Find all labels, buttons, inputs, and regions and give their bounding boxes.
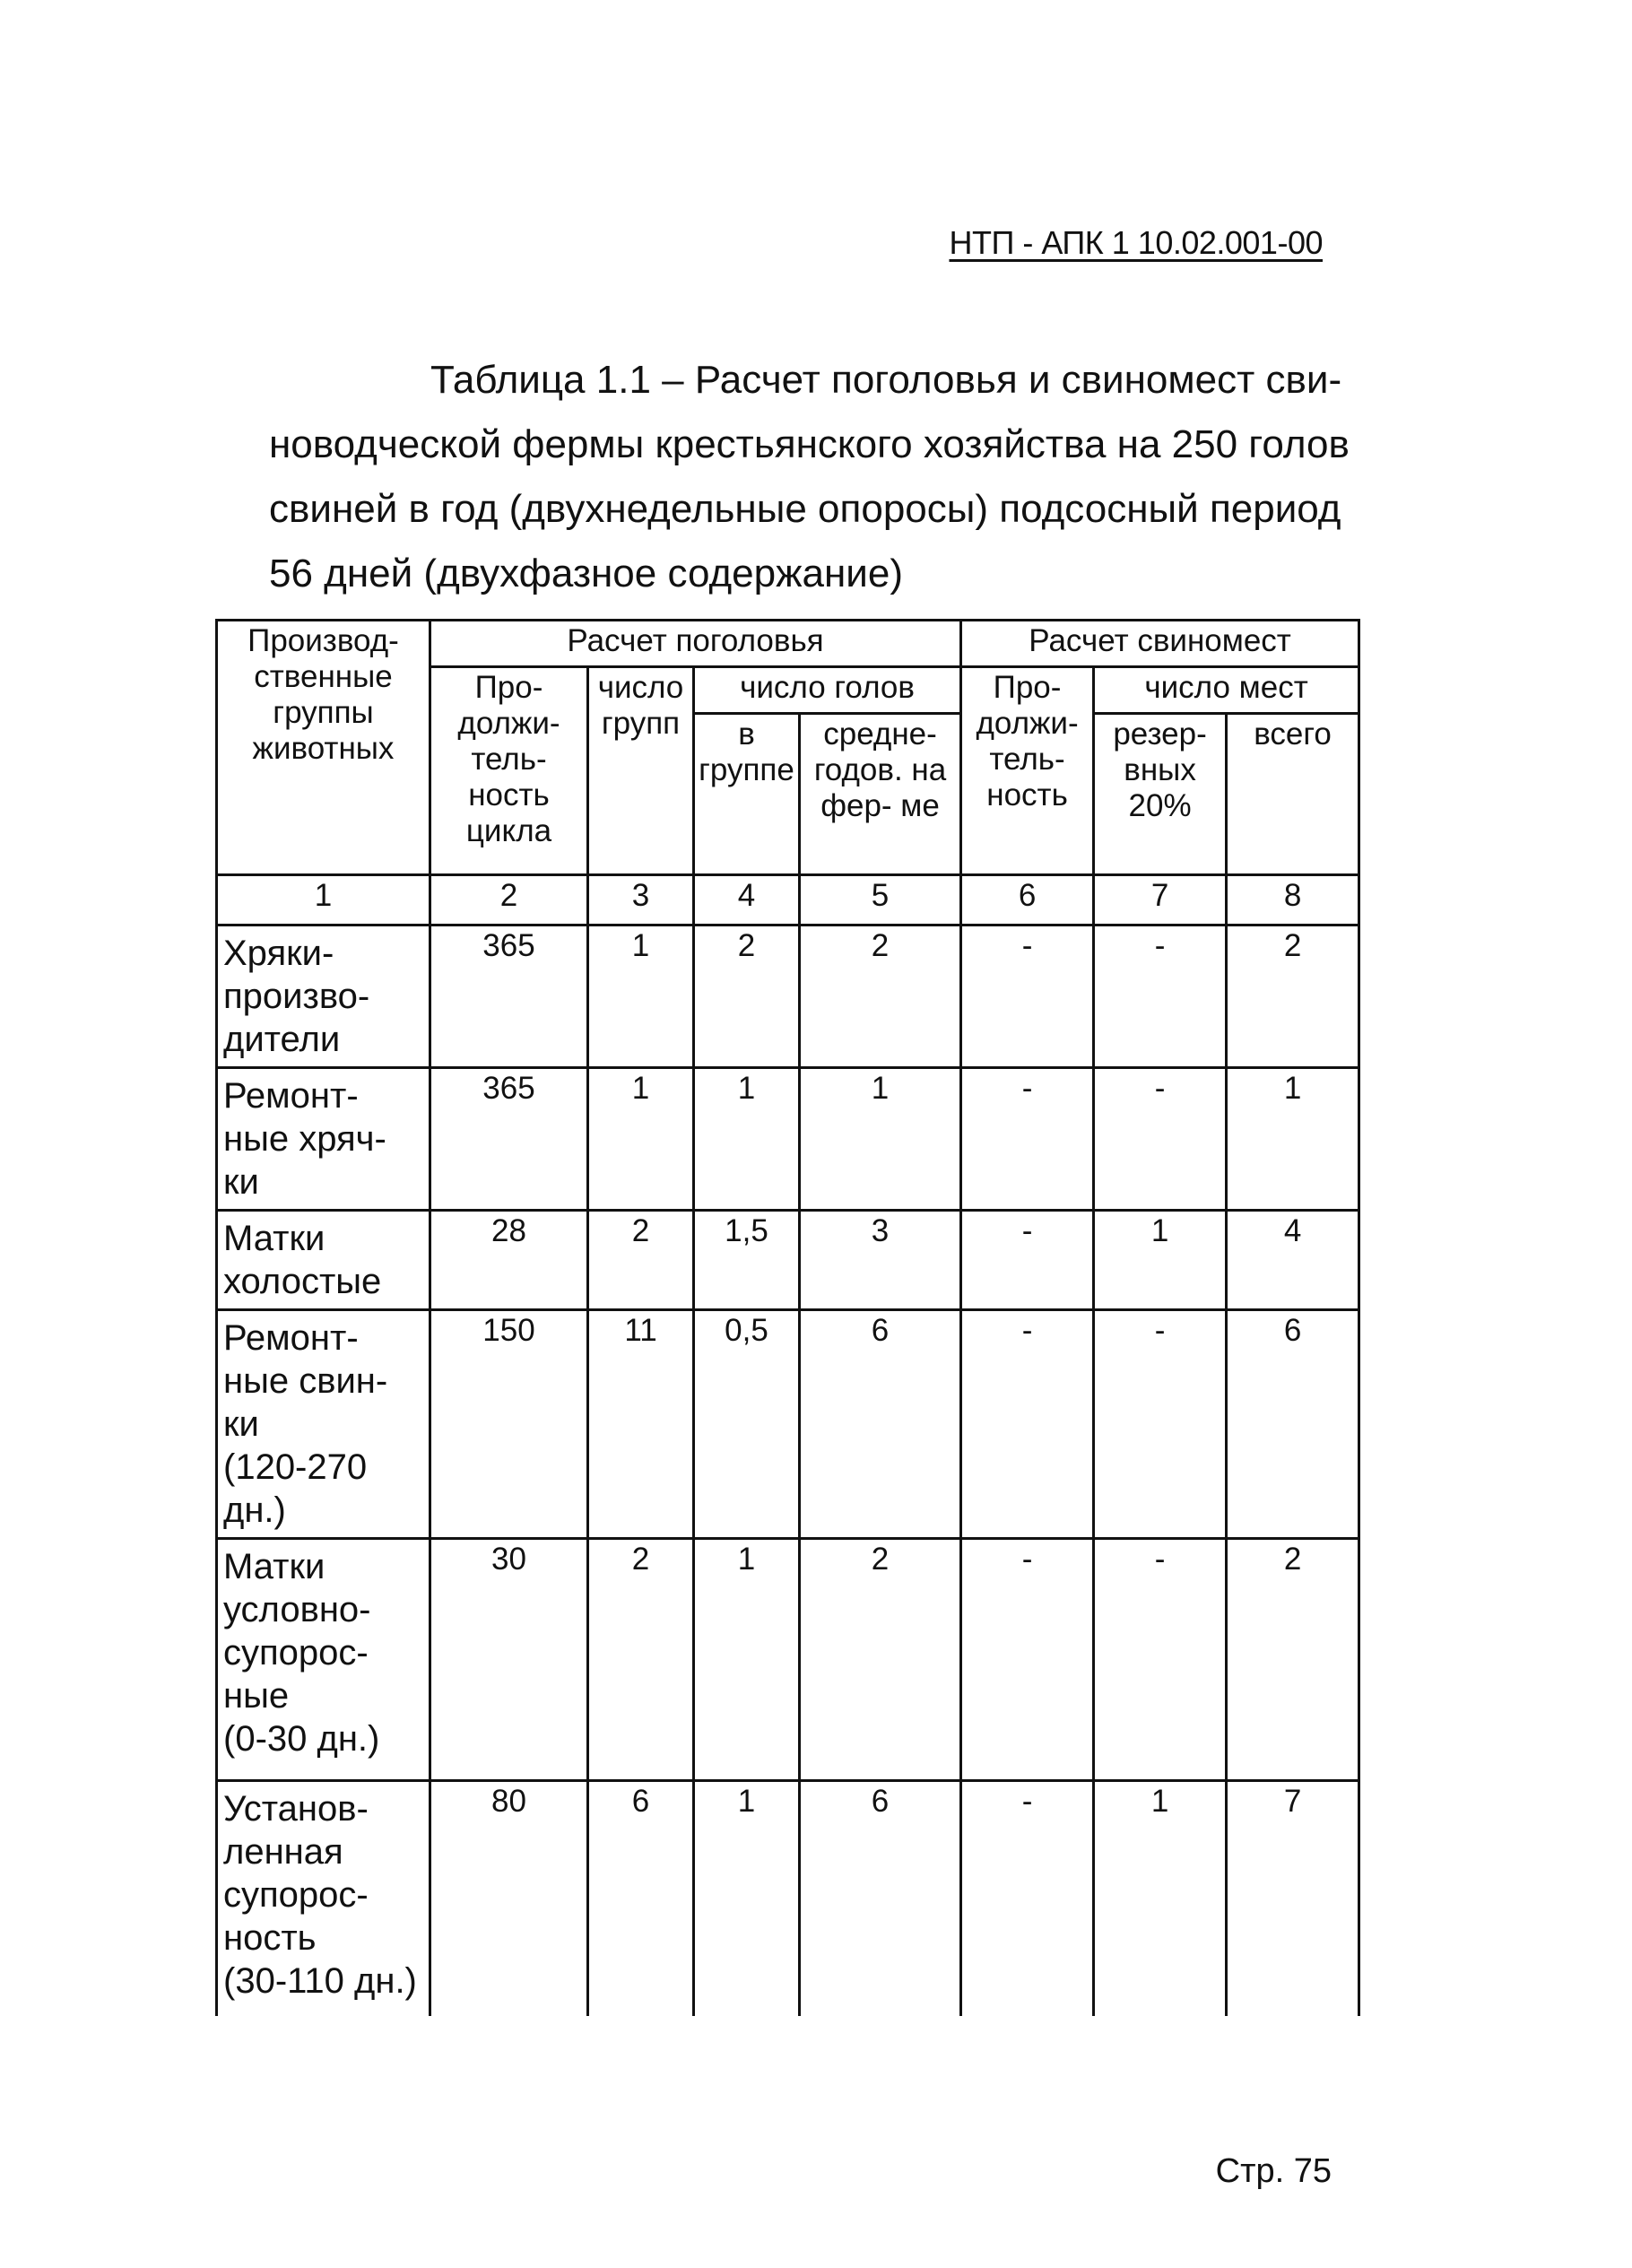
table-row: [217, 1211, 1359, 1310]
herd-calculation-table: [215, 619, 1360, 2016]
header-in-group: в группе: [694, 714, 800, 875]
header-stall-calc: Расчет свиномест: [961, 621, 1359, 667]
value-cell: -: [1094, 925, 1227, 1068]
value-cell: 1: [1094, 1781, 1227, 2016]
column-number: 6: [961, 875, 1094, 925]
value-cell: -: [961, 925, 1094, 1068]
header-groups-count: число групп: [588, 667, 694, 875]
value-cell: -: [961, 1539, 1094, 1781]
value-cell: 2: [800, 1539, 961, 1781]
group-name-line: Установ-: [223, 1789, 369, 1829]
header-reserve: резер- вных 20%: [1094, 714, 1227, 875]
group-name-cell: [217, 1781, 430, 2016]
value-cell: -: [1094, 1068, 1227, 1211]
value-cell: 30: [430, 1539, 588, 1781]
value-cell: 28: [430, 1211, 588, 1310]
value-cell: 80: [430, 1781, 588, 2016]
value-cell: 1: [588, 1068, 694, 1211]
value-cell: 1,5: [694, 1211, 800, 1310]
column-number: 5: [800, 875, 961, 925]
group-name-line: (0-30 дн.): [223, 1719, 380, 1759]
value-cell: 1: [694, 1781, 800, 2016]
value-cell: -: [1094, 1310, 1227, 1539]
table-caption: [269, 348, 1350, 606]
group-name-line: ность: [223, 1918, 317, 1958]
header-herd-calc: Расчет поголовья: [430, 621, 961, 667]
value-cell: 6: [1227, 1310, 1359, 1539]
value-cell: 0,5: [694, 1310, 800, 1539]
column-number: 3: [588, 875, 694, 925]
document-code: НТП - АПК 1 10.02.001-00: [949, 224, 1323, 261]
value-cell: 1: [1227, 1068, 1359, 1211]
group-name-cell: [217, 1211, 430, 1310]
column-number: 8: [1227, 875, 1359, 925]
value-cell: 2: [588, 1211, 694, 1310]
table-row: [217, 1310, 1359, 1539]
value-cell: 2: [800, 925, 961, 1068]
group-name-line: дители: [223, 1020, 341, 1059]
value-cell: 6: [800, 1781, 961, 2016]
group-name-line: Ремонт-: [223, 1076, 359, 1116]
value-cell: 1: [1094, 1211, 1227, 1310]
group-name-cell: [217, 1539, 430, 1781]
column-number: 2: [430, 875, 588, 925]
value-cell: 2: [1227, 1539, 1359, 1781]
group-name-line: произво-: [223, 977, 370, 1016]
value-cell: 1: [800, 1068, 961, 1211]
caption-line: новодческой фермы крестьянского хозяйства на 250 голов: [269, 422, 1350, 466]
value-cell: 1: [694, 1068, 800, 1211]
header-places-count: число мест: [1094, 667, 1359, 714]
group-name-line: ки: [223, 1162, 259, 1202]
page-number: Стр. 75: [1215, 2152, 1332, 2190]
value-cell: 6: [800, 1310, 961, 1539]
value-cell: 11: [588, 1310, 694, 1539]
group-name-line: супорос-: [223, 1875, 369, 1915]
group-name-line: ленная: [223, 1832, 343, 1872]
table-row: [217, 1068, 1359, 1211]
value-cell: 7: [1227, 1781, 1359, 2016]
column-numbers-row: [217, 875, 1359, 925]
group-name-line: ки: [223, 1404, 259, 1444]
header-production-groups: Производ- ственные группы животных: [217, 621, 430, 875]
group-name-cell: [217, 925, 430, 1068]
group-name-line: (30-110 дн.): [223, 1961, 417, 2001]
value-cell: 365: [430, 925, 588, 1068]
column-number: 4: [694, 875, 800, 925]
value-cell: -: [1094, 1539, 1227, 1781]
group-name-line: холостые: [223, 1262, 382, 1301]
column-number: 7: [1094, 875, 1227, 925]
header-cycle-duration: Про- должи- тель- ность цикла: [430, 667, 588, 875]
value-cell: -: [961, 1781, 1094, 2016]
value-cell: 3: [800, 1211, 961, 1310]
group-name-line: условно-: [223, 1590, 371, 1629]
group-name-line: ные свин-: [223, 1361, 388, 1401]
group-name-line: Матки: [223, 1219, 326, 1258]
value-cell: 6: [588, 1781, 694, 2016]
header-heads-count: число голов: [694, 667, 961, 714]
value-cell: -: [961, 1211, 1094, 1310]
group-name-cell: [217, 1068, 430, 1211]
group-name-line: (120-270 дн.): [223, 1447, 368, 1530]
header-average-yearly: средне- годов. на фер- ме: [800, 714, 961, 875]
group-name-line: Матки: [223, 1547, 326, 1586]
value-cell: 2: [694, 925, 800, 1068]
header-duration: Про- должи- тель- ность: [961, 667, 1094, 875]
value-cell: 1: [694, 1539, 800, 1781]
group-name-cell: [217, 1310, 430, 1539]
caption-line: свиней в год (двухнедельные опоросы) подсосный период: [269, 487, 1341, 531]
group-name-line: ные: [223, 1676, 290, 1716]
value-cell: 150: [430, 1310, 588, 1539]
value-cell: 4: [1227, 1211, 1359, 1310]
group-name-line: Хряки-: [223, 934, 334, 973]
group-name-line: Ремонт-: [223, 1318, 359, 1358]
table-row: [217, 1781, 1359, 2016]
value-cell: 365: [430, 1068, 588, 1211]
table-row: [217, 925, 1359, 1068]
column-number: 1: [217, 875, 430, 925]
header-total: всего: [1227, 714, 1359, 875]
group-name-line: ные хряч-: [223, 1119, 386, 1159]
value-cell: 1: [588, 925, 694, 1068]
caption-line: Таблица 1.1 – Расчет поголовья и свиномест сви-: [430, 358, 1342, 402]
group-name-line: супорос-: [223, 1633, 369, 1673]
value-cell: 2: [1227, 925, 1359, 1068]
table-body: [217, 925, 1359, 2016]
caption-line: 56 дней (двухфазное содержание): [269, 552, 903, 595]
value-cell: -: [961, 1310, 1094, 1539]
table-row: [217, 1539, 1359, 1781]
value-cell: -: [961, 1068, 1094, 1211]
value-cell: 2: [588, 1539, 694, 1781]
